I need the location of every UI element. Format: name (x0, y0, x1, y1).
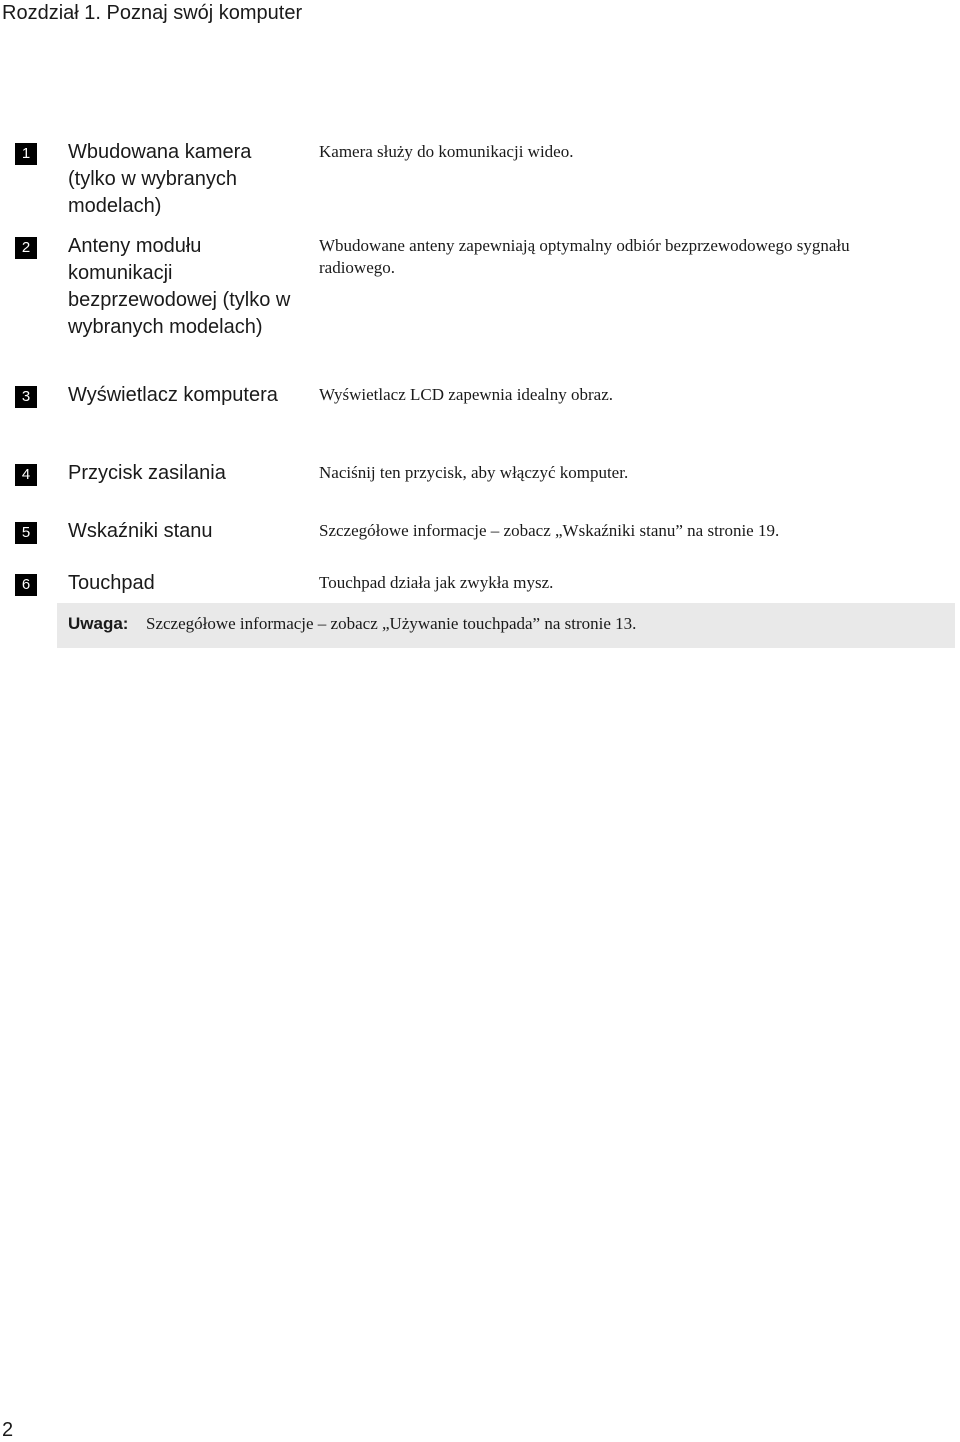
page-number: 2 (2, 1419, 14, 1441)
item-description: Touchpad działa jak zwykła mysz. (319, 573, 554, 592)
item-label: Wyświetlacz komputera (68, 384, 278, 406)
item-description: Wbudowane anteny zapewniają optymalny odbiór bezprzewodowego sygnału radiowego. (319, 236, 850, 277)
note-label: Uwaga: (68, 614, 129, 633)
item-number-badge: 4 (15, 464, 37, 486)
item-number-badge: 6 (15, 574, 37, 596)
item-label: Touchpad (68, 572, 155, 594)
note-text: Szczegółowe informacje – zobacz „Używanie touchpada” na stronie 13. (146, 614, 637, 633)
item-number-badge: 5 (15, 522, 37, 544)
item-label: Przycisk zasilania (68, 462, 226, 484)
item-description: Kamera służy do komunikacji wideo. (319, 142, 574, 161)
item-description: Naciśnij ten przycisk, aby włączyć komputer. (319, 463, 629, 482)
item-label: Wskaźniki stanu (68, 520, 213, 542)
item-description: Szczegółowe informacje – zobacz „Wskaźniki stanu” na stronie 19. (319, 521, 780, 540)
item-description: Wyświetlacz LCD zapewnia idealny obraz. (319, 385, 613, 404)
item-number-badge: 1 (15, 143, 37, 165)
item-label: Anteny modułu komunikacji bezprzewodowej (tylko w wybranych modelach) (68, 235, 291, 338)
note-box (57, 603, 955, 648)
item-number-badge: 3 (15, 386, 37, 408)
item-label: Wbudowana kamera (tylko w wybranych modelach) (68, 141, 252, 217)
item-number-badge: 2 (15, 237, 37, 259)
chapter-title: Rozdział 1. Poznaj swój komputer (2, 2, 303, 24)
